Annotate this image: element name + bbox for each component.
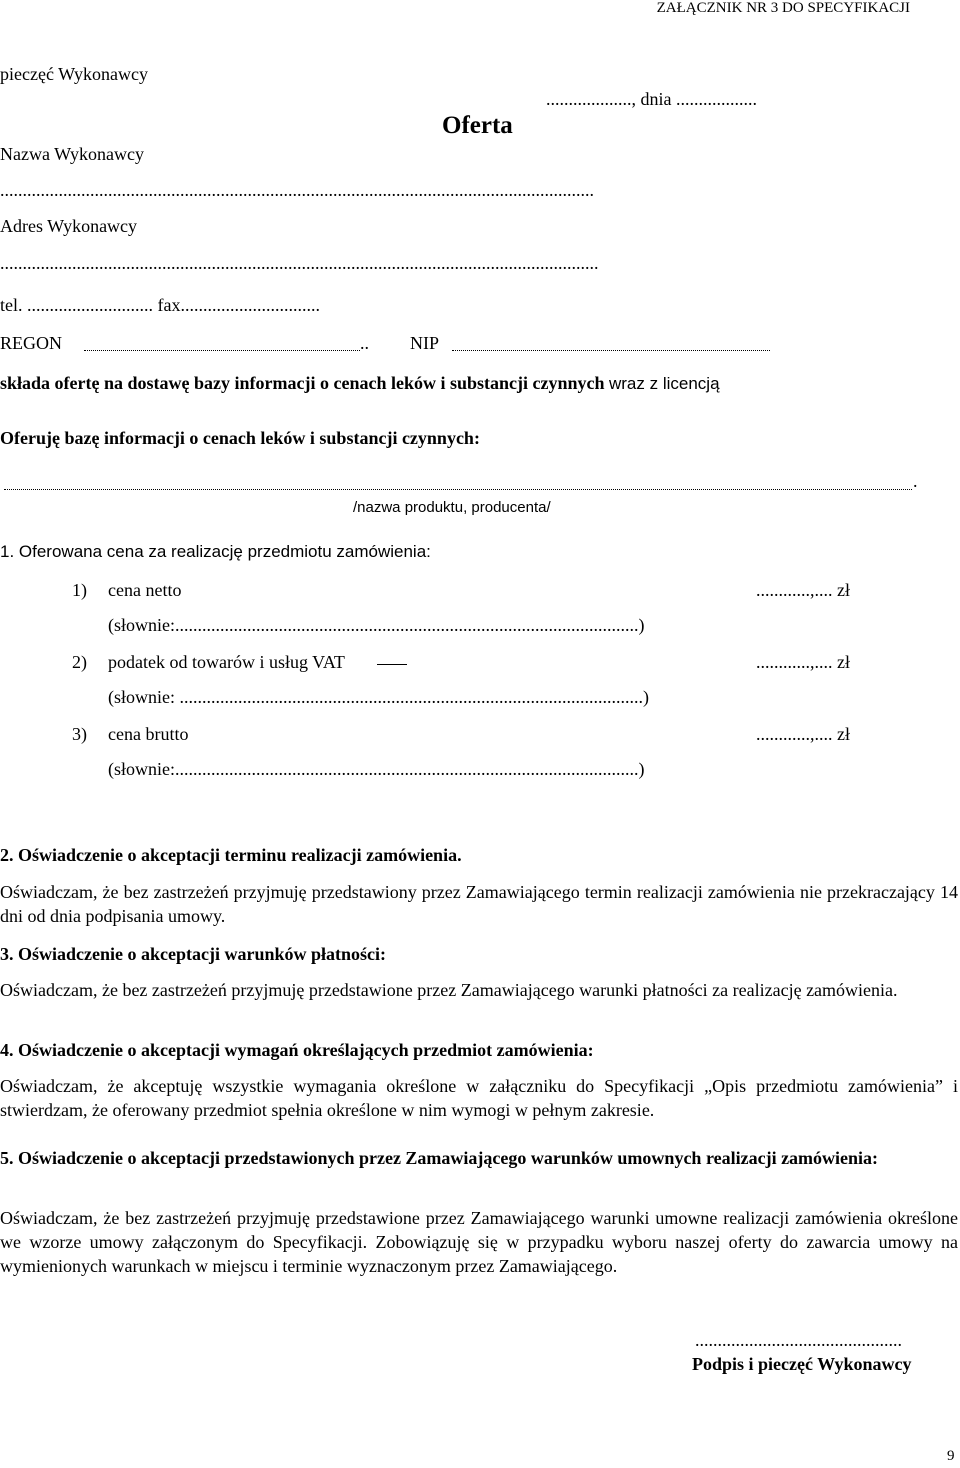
item-1-num: 1) <box>72 580 87 600</box>
offer-base-heading: Oferuję bazę informacji o cenach leków i substancji czynnych: <box>0 428 480 448</box>
nip-label: NIP <box>410 333 440 353</box>
item-1-label: cena netto <box>108 580 182 600</box>
contractor-address-label: Adres Wykonawcy <box>0 216 138 236</box>
offer-subject-bold: składa ofertę na dostawę bazy informacji o cenach leków i substancji czynnych <box>0 373 605 393</box>
item-3-amount: ............,.... zł <box>756 724 850 744</box>
annex-header: ZAŁĄCZNIK NR 3 DO SPECYFIKACJI <box>656 0 910 16</box>
signature-line: .............................................. <box>695 1330 902 1350</box>
section-4-text: Oświadczam, że akceptuję wszystkie wymagania określone w załączniku do Specyfikacji „Opis przedmiotu zamówienia” i stwierdzam, że oferowany przedmiot spełnia określone w nim wymogi w pełnym zakresie. <box>0 1076 958 1120</box>
regon-field <box>84 350 360 351</box>
item-2-dash <box>377 664 407 665</box>
nip-field <box>452 350 770 351</box>
price-heading: 1. Oferowana cena za realizację przedmiotu zamówienia: <box>0 542 431 561</box>
section-3-text: Oświadczam, że bez zastrzeżeń przyjmuję przedstawione przez Zamawiającego warunki płatności za realizację zamówienia. <box>0 980 898 1000</box>
section-4-heading: 4. Oświadczenie o akceptacji wymagań określających przedmiot zamówienia: <box>0 1040 594 1060</box>
offer-title: Oferta <box>442 112 513 139</box>
item-3-words: (słownie:.......................................................................................................) <box>108 759 645 779</box>
item-2-words: (słownie: .......................................................................................................) <box>108 687 649 707</box>
page-number: 9 <box>947 1448 955 1464</box>
section-3-heading: 3. Oświadczenie o akceptacji warunków płatności: <box>0 944 386 964</box>
stamp-label: pieczęć Wykonawcy <box>0 64 149 84</box>
item-1-words: (słownie:.......................................................................................................) <box>108 615 645 635</box>
product-field <box>4 489 912 490</box>
section-2-text: Oświadczam, że bez zastrzeżeń przyjmuję przedstawiony przez Zamawiającego termin realizacji zamówienia nie przekraczający 14 dni od dnia podpisania umowy. <box>0 882 958 926</box>
contractor-address-line: ..................................................................................................................................... <box>0 253 599 273</box>
section-5-heading: 5. Oświadczenie o akceptacji przedstawionych przez Zamawiającego warunków umownych realizacji zamówienia: <box>0 1148 879 1168</box>
contractor-name-label: Nazwa Wykonawcy <box>0 144 145 164</box>
product-caption: /nazwa produktu, producenta/ <box>353 499 551 516</box>
tel-fax-line: tel. ............................ fax............................... <box>0 295 320 315</box>
item-2-num: 2) <box>72 652 87 672</box>
item-2-label: podatek od towarów i usług VAT <box>108 652 345 672</box>
section-5-text: Oświadczam, że bez zastrzeżeń przyjmuję przedstawione przez Zamawiającego warunki umowne realizacji zamówienia określone we wzorze umowy załączonym do Specyfikacji. Zobowiązuję się w przypadku wyboru naszej oferty do zawarcia umowy na wymienionych warunkach w miejscu i terminie wyznaczonym przez Zamawiającego. <box>0 1208 958 1276</box>
section-2-heading: 2. Oświadczenie o akceptacji terminu realizacji zamówienia. <box>0 845 462 865</box>
regon-label: REGON <box>0 333 62 353</box>
date-line: ..................., dnia .................. <box>546 89 757 109</box>
item-2-amount: ............,.... zł <box>756 652 850 672</box>
item-3-label: cena brutto <box>108 724 189 744</box>
offer-subject <box>0 373 720 394</box>
regon-end: .. <box>360 333 369 353</box>
product-end: . <box>913 471 918 491</box>
item-3-num: 3) <box>72 724 87 744</box>
item-1-amount: ............,.... zł <box>756 580 850 600</box>
contractor-name-line: .................................................................................................................................... <box>0 180 594 200</box>
signature-label: Podpis i pieczęć Wykonawcy <box>692 1354 912 1374</box>
offer-subject-license: wraz z licencją <box>608 374 720 393</box>
